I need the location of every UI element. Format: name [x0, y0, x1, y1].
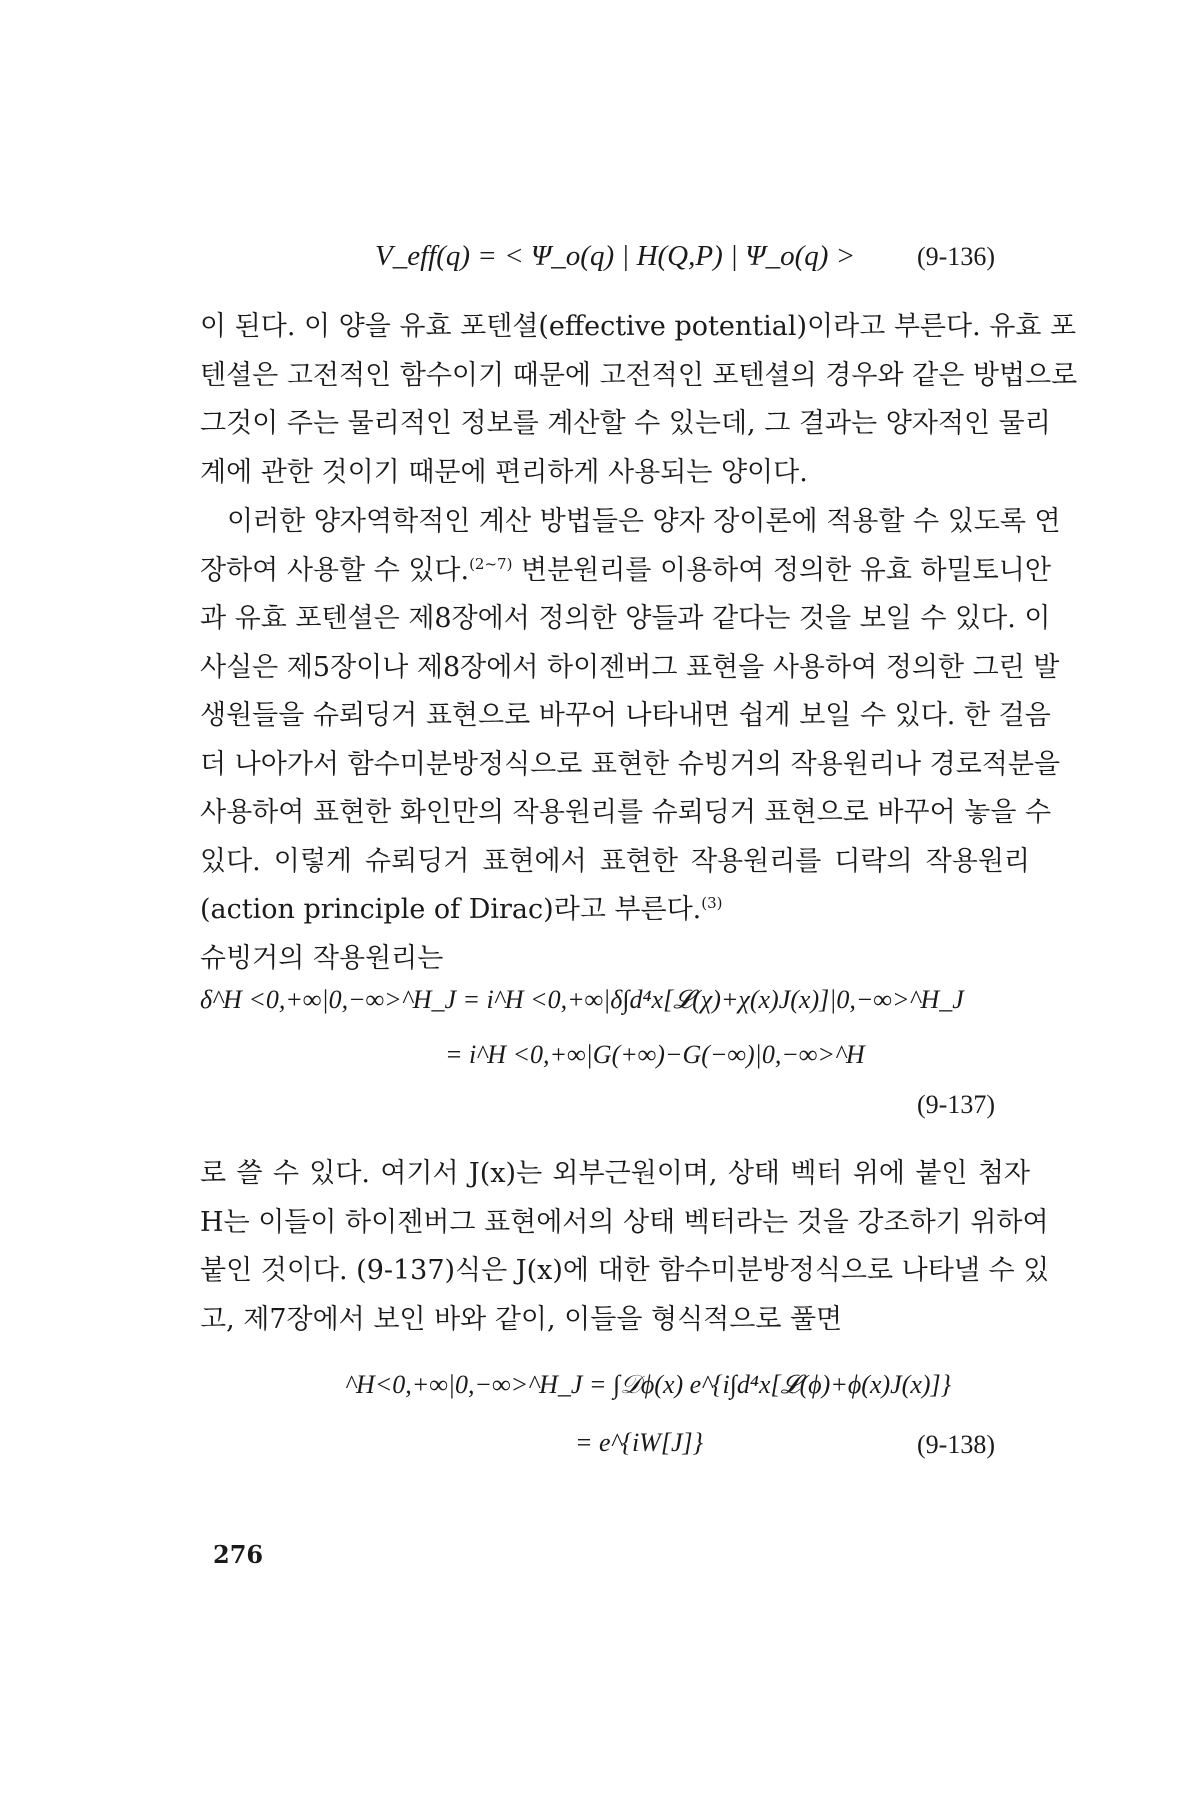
- text-line: 생원들을 슈뢰딩거 표현으로 바꾸어 나타내면 쉽게 보일 수 있다. 한 걸음: [200, 700, 1051, 731]
- text-line: 고, 제7장에서 보인 바와 같이, 이들을 형식적으로 풀면: [200, 1303, 843, 1335]
- equation-number-9-136: (9-136): [917, 242, 995, 271]
- text-line: 로 쓸 수 있다. 여기서 J(x)는 외부근원이며, 상태 벡터 위에 붙인 첨자: [200, 1158, 1030, 1189]
- equation-9-138-line2: = e^{iW[J]}: [575, 1428, 704, 1457]
- page-number: 276: [213, 1540, 264, 1569]
- text-line: [200, 547, 1051, 596]
- text-line: 계에 관한 것이기 때문에 편리하게 사용되는 양이다.: [200, 456, 808, 488]
- text-line: 이 된다. 이 양을 유효 포텐셜(effective potential)이라고 부른다. 유효 포: [200, 311, 1077, 342]
- equation-9-137-line2: = i^H <0,+∞|G(+∞)−G(−∞)|0,−∞>^H: [445, 1040, 865, 1069]
- text-line: 붙인 것이다. (9-137)식은 J(x)에 대한 함수미분방정식으로 나타낼 수 있: [200, 1255, 1050, 1286]
- citation-3: (3): [701, 894, 723, 912]
- equation-9-138-line1: ^H<0,+∞|0,−∞>^H_J = ∫𝒟ϕ(x) e^{i∫d⁴x[𝓛(ϕ)+ϕ(x)J(x)]}: [345, 1370, 952, 1399]
- text-segment: 장하여 사용할 수 있다.: [200, 554, 470, 586]
- equation-9-137-line1: δ^H <0,+∞|0,−∞>^H_J = i^H <0,+∞|δ∫d⁴x[𝓛(χ)+χ(x)J(x)]|0,−∞>^H_J: [200, 985, 964, 1014]
- text-segment: (action principle of Dirac)라고 부른다.: [200, 894, 702, 925]
- text-line: [200, 886, 1030, 935]
- paragraph-action-principle: [200, 498, 1061, 983]
- text-line: 슈빙거의 작용원리는: [200, 942, 444, 974]
- text-line: 사용하여 표현한 화인만의 작용원리를 슈뢰딩거 표현으로 바꾸어 놓을 수: [200, 797, 1052, 828]
- text-segment: 변분원리를 이용하여 정의한 유효 하밀토니안: [512, 554, 1051, 586]
- paragraph-effective-potential: [200, 303, 1078, 497]
- text-line: 사실은 제5장이나 제8장에서 하이젠버그 표현을 사용하여 정의한 그린 발: [200, 651, 1060, 683]
- text-line: 과 유효 포텐셜은 제8장에서 정의한 양들과 같다는 것을 보일 수 있다. 이: [200, 603, 1051, 634]
- text-line: 텐셜은 고전적인 함수이기 때문에 고전적인 포텐셜의 경우와 같은 방법으로: [200, 359, 1078, 391]
- equation-9-136: V_eff(q) = < Ψ_o(q) | H(Q,P) | Ψ_o(q) >: [375, 240, 856, 272]
- paragraph-external-source: [200, 1150, 1050, 1344]
- text-line: 더 나아가서 함수미분방정식으로 표현한 슈빙거의 작용원리나 경로적분을: [200, 748, 1061, 780]
- text-line: 그것이 주는 물리적인 정보를 계산할 수 있는데, 그 결과는 양자적인 물리: [200, 408, 1051, 439]
- equation-number-9-138: (9-138): [917, 1430, 995, 1459]
- text-line: H는 이들이 하이젠버그 표현에서의 상태 벡터라는 것을 강조하기 위하여: [200, 1206, 1049, 1238]
- equation-number-9-137: (9-137): [917, 1090, 995, 1119]
- citation-2-7: (2~7): [469, 554, 513, 573]
- text-line: 이러한 양자역학적인 계산 방법들은 양자 장이론에 적용할 수 있도록 연: [227, 506, 1061, 537]
- text-line: 있다. 이렇게 슈뢰딩거 표현에서 표현한 작용원리를 디락의 작용원리: [200, 845, 1030, 877]
